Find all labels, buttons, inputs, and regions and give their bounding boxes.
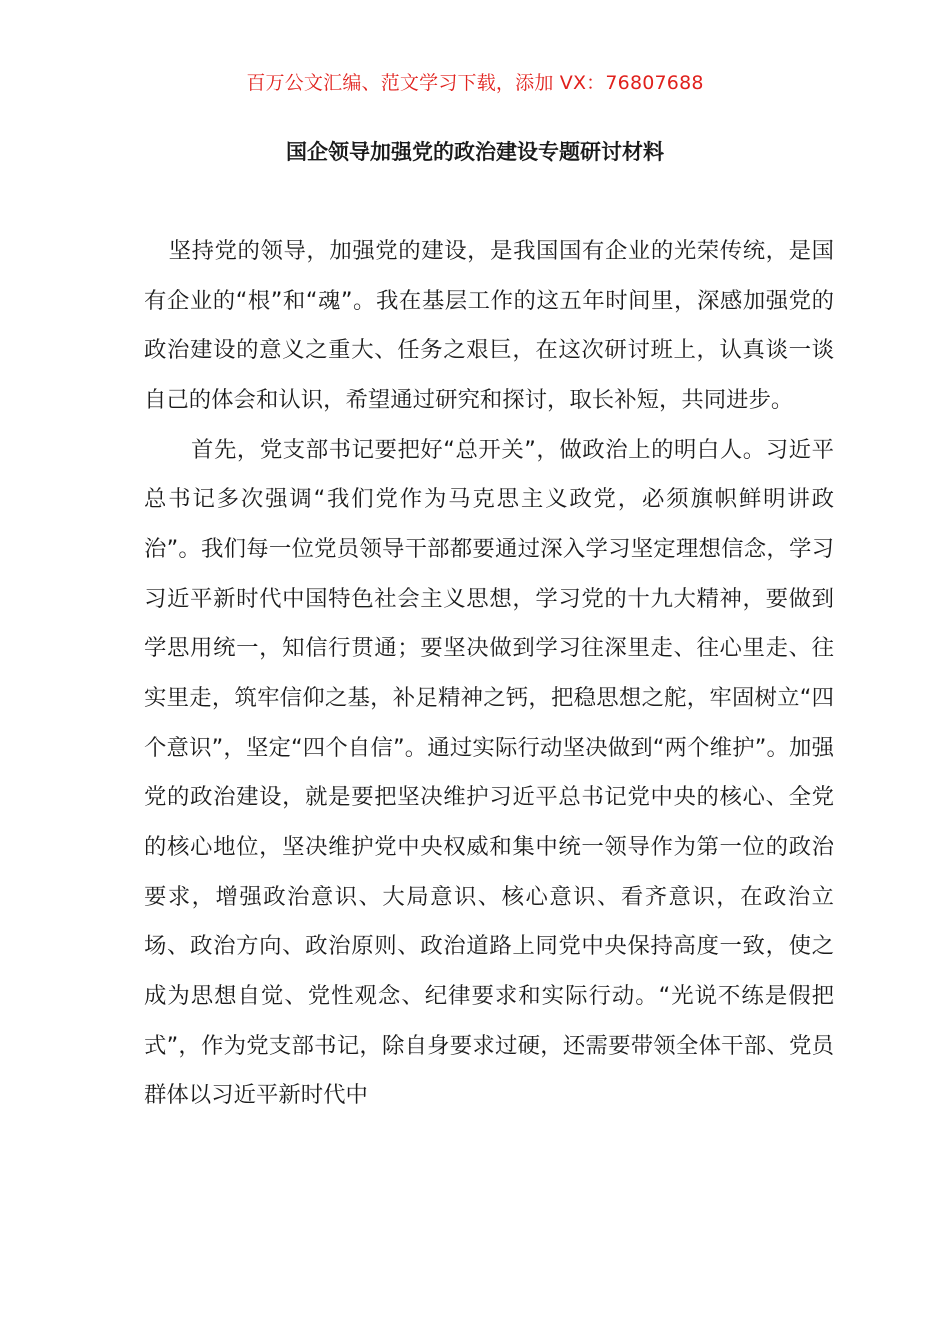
- document-body: [144, 227, 834, 1121]
- document-title: 国企领导加强党的政治建设专题研讨材料: [286, 140, 664, 164]
- header-watermark-note: 百万公文汇编、范文学习下载，添加 VX：76807688: [246, 72, 704, 94]
- paragraph: 坚持党的领导，加强党的建设，是我国国有企业的光荣传统，是国有企业的“根”和“魂”。我在基层工作的这五年时间里，深感加强党的政治建设的意义之重大、任务之艰巨，在这次研讨班上，认真谈一谈自己的体会和认识，希望通过研究和探讨，取长补短，共同进步。: [144, 238, 834, 413]
- paragraph: 首先，党支部书记要把好“总开关”，做政治上的明白人。习近平总书记多次强调“我们党作为马克思主义政党，必须旗帜鲜明讲政治”。我们每一位党员领导干部都要通过深入学习坚定理想信念，学习习近平新时代中国特色社会主义思想，学习党的十九大精神，要做到学思用统一，知信行贯通；要坚决做到学习往深里走、往心里走、往实里走，筑牢信仰之基，补足精神之钙，把稳思想之舵，牢固树立“四个意识”，坚定“四个自信”。通过实际行动坚决做到“两个维护”。加强党的政治建设，就是要把坚决维护习近平总书记党中央的核心、全党的核心地位，坚决维护党中央权威和集中统一领导作为第一位的政治要求，增强政治意识、大局意识、核心意识、看齐意识，在政治立场、政治方向、政治原则、政治道路上同党中央保持高度一致，使之成为思想自觉、党性观念、纪律要求和实际行动。“光说不练是假把式”，作为党支部书记，除自身要求过硬，还需要带领全体干部、党员群体以习近平新时代中: [144, 436, 834, 1109]
